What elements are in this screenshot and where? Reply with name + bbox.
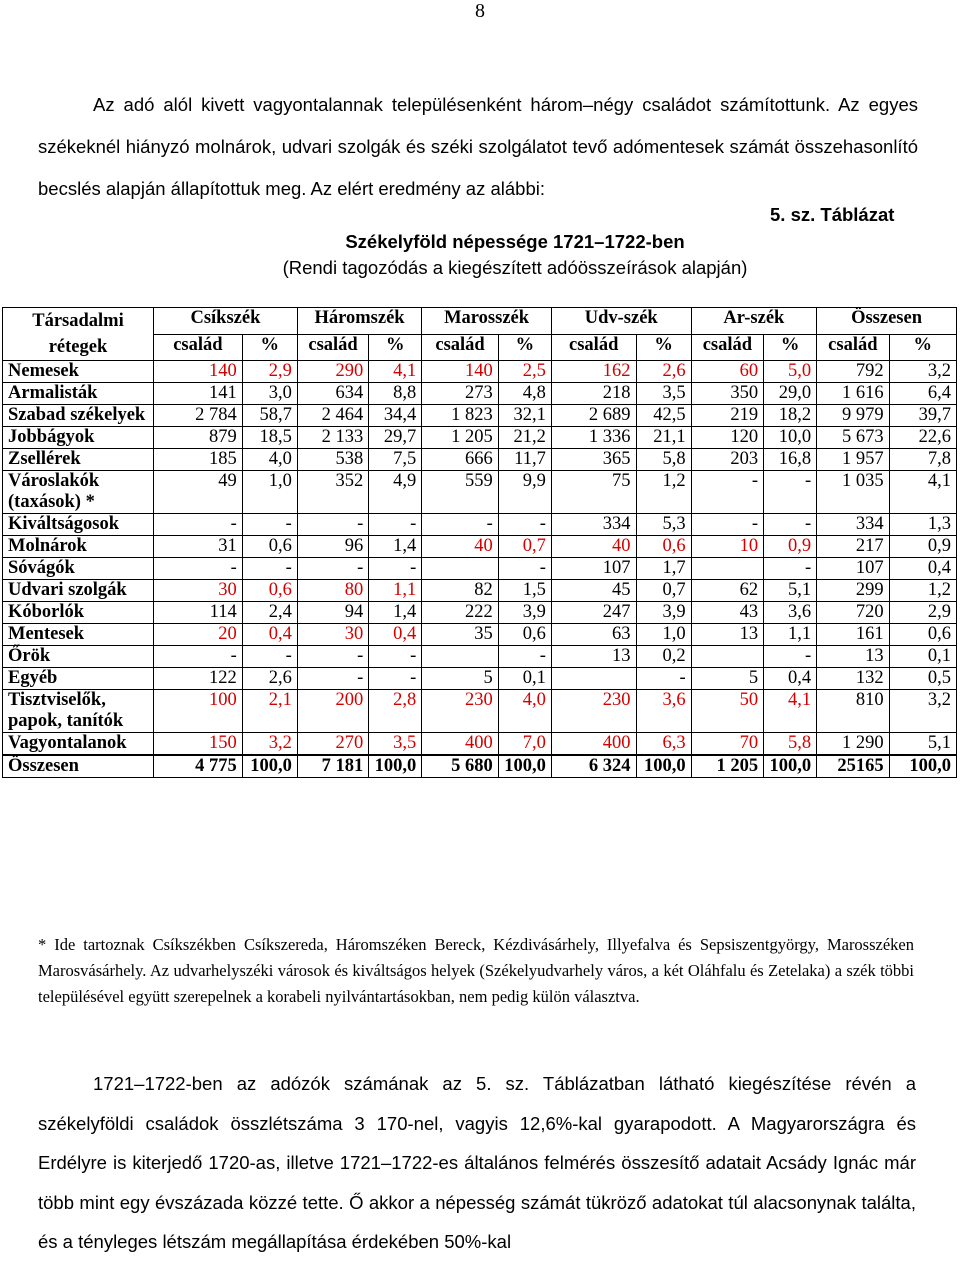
table-cell: 1 205 <box>691 755 763 778</box>
table-cell: 20 <box>153 624 242 646</box>
table-cell: 30 <box>153 580 242 602</box>
table-cell: 538 <box>297 449 368 471</box>
table-cell: 2,6 <box>242 668 297 690</box>
table-cell: 2,5 <box>498 361 551 383</box>
table-cell: 0,6 <box>498 624 551 646</box>
table-cell: 350 <box>691 383 763 405</box>
table-row <box>3 449 957 471</box>
table-cell: 2,1 <box>242 690 297 733</box>
table-cell: - <box>369 514 422 536</box>
table-cell: 70 <box>691 733 763 756</box>
subheader-percent: % <box>764 334 817 361</box>
table-cell: 7,8 <box>889 449 956 471</box>
table-cell: 3,5 <box>636 383 691 405</box>
page-number: 8 <box>475 0 485 22</box>
table-cell: 39,7 <box>889 405 956 427</box>
table-cell: 50 <box>691 690 763 733</box>
table-cell: 3,0 <box>242 383 297 405</box>
table-cell: 0,4 <box>369 624 422 646</box>
row-label: Vagyontalanok <box>3 733 154 756</box>
table-cell: 0,4 <box>889 558 956 580</box>
table-cell: 9,9 <box>498 471 551 514</box>
table-cell: 219 <box>691 405 763 427</box>
table-cell: 0,9 <box>764 536 817 558</box>
table-row <box>3 405 957 427</box>
table-cell: - <box>764 471 817 514</box>
table-cell: 0,6 <box>889 624 956 646</box>
table-cell: 203 <box>691 449 763 471</box>
table-row <box>3 361 957 383</box>
subheader-csalad: család <box>691 334 763 361</box>
subheader-csalad: család <box>422 334 499 361</box>
table-cell: - <box>691 471 763 514</box>
subheader-csalad: család <box>153 334 242 361</box>
table-cell: - <box>691 514 763 536</box>
table-cell: 100,0 <box>636 755 691 778</box>
row-label: Molnárok <box>3 536 154 558</box>
table-cell: 80 <box>297 580 368 602</box>
table-cell: 40 <box>551 536 636 558</box>
table-cell: 5,0 <box>764 361 817 383</box>
table-cell: 5 673 <box>817 427 889 449</box>
table-cell: 290 <box>297 361 368 383</box>
table-cell: 334 <box>817 514 889 536</box>
table-cell: 0,7 <box>636 580 691 602</box>
total-row <box>3 755 957 778</box>
table-cell: 2,6 <box>636 361 691 383</box>
subheader-percent: % <box>498 334 551 361</box>
table-subtitle: (Rendi tagozódás a kiegészített adóösszeírások alapján) <box>282 257 748 278</box>
table-cell: 29,0 <box>764 383 817 405</box>
table-cell: 11,7 <box>498 449 551 471</box>
table-row <box>3 558 957 580</box>
table-cell: 5 680 <box>422 755 499 778</box>
table-cell: 18,5 <box>242 427 297 449</box>
row-label: Armalisták <box>3 383 154 405</box>
table-cell: 62 <box>691 580 763 602</box>
subheader-percent: % <box>889 334 956 361</box>
table-cell: 1 823 <box>422 405 499 427</box>
row-label: Zsellérek <box>3 449 154 471</box>
table-cell: 100,0 <box>889 755 956 778</box>
table-cell: - <box>498 514 551 536</box>
table-cell: 400 <box>551 733 636 756</box>
table-cell: 4,8 <box>498 383 551 405</box>
table-cell: 1,4 <box>369 536 422 558</box>
row-label: Összesen <box>3 755 154 778</box>
table-cell: 1,1 <box>764 624 817 646</box>
subheader-csalad: család <box>817 334 889 361</box>
table-cell: 94 <box>297 602 368 624</box>
table-cell: 0,1 <box>498 668 551 690</box>
subheader-percent: % <box>369 334 422 361</box>
table-cell: 96 <box>297 536 368 558</box>
table-cell: - <box>297 646 368 668</box>
table-cell: 666 <box>422 449 499 471</box>
table-cell: - <box>369 646 422 668</box>
table-cell: 107 <box>817 558 889 580</box>
table-cell: 29,7 <box>369 427 422 449</box>
table-cell: 1,1 <box>369 580 422 602</box>
table-cell: 45 <box>551 580 636 602</box>
table-cell: - <box>242 514 297 536</box>
table-cell: 4,0 <box>242 449 297 471</box>
group-header: Udv-szék <box>551 308 691 335</box>
row-label: Tisztviselők, papok, tanítók <box>3 690 154 733</box>
table-cell: - <box>297 668 368 690</box>
table-cell: 5 <box>691 668 763 690</box>
table-cell: 30 <box>297 624 368 646</box>
table-cell: 1,4 <box>369 602 422 624</box>
table-cell: 217 <box>817 536 889 558</box>
table-cell: 1,2 <box>636 471 691 514</box>
table-cell: 5,8 <box>764 733 817 756</box>
table-cell: 218 <box>551 383 636 405</box>
table-cell: 2 784 <box>153 405 242 427</box>
table-title: Székelyföld népessége 1721–1722-ben <box>345 231 685 252</box>
table-cell: 0,2 <box>636 646 691 668</box>
table-cell: 2 133 <box>297 427 368 449</box>
table-cell: 100 <box>153 690 242 733</box>
table-cell: 1 957 <box>817 449 889 471</box>
population-table <box>2 307 957 778</box>
table-cell: 352 <box>297 471 368 514</box>
table-cell: 4,9 <box>369 471 422 514</box>
table-cell: 400 <box>422 733 499 756</box>
table-cell: 42,5 <box>636 405 691 427</box>
table-cell: 1 336 <box>551 427 636 449</box>
table-cell: 2 464 <box>297 405 368 427</box>
table-cell: 4,1 <box>369 361 422 383</box>
group-header: Csíkszék <box>153 308 297 335</box>
table-cell: 7,0 <box>498 733 551 756</box>
table-cell: 2,4 <box>242 602 297 624</box>
table-cell: 120 <box>691 427 763 449</box>
table-cell: 40 <box>422 536 499 558</box>
table-cell: 100,0 <box>369 755 422 778</box>
table-cell: 720 <box>817 602 889 624</box>
table-cell: 2,8 <box>369 690 422 733</box>
table-cell: - <box>297 558 368 580</box>
table-cell: 10,0 <box>764 427 817 449</box>
row-label: Őrök <box>3 646 154 668</box>
table-cell: 0,4 <box>764 668 817 690</box>
table-cell: 4,0 <box>498 690 551 733</box>
table-cell: 7,5 <box>369 449 422 471</box>
table-cell: 132 <box>817 668 889 690</box>
row-label: Sóvágók <box>3 558 154 580</box>
table-cell: 0,5 <box>889 668 956 690</box>
body-paragraph: 1721–1722-ben az adózók számának az 5. sz. Táblázatban látható kiegészítése révén a székelyföldi családok összlétszáma 3 170-nel, vagyis 12,6%-kal gyarapodott. A Magyarországra és Erdélyre is kiterjedő 1720-as, illetve 1721–1722-es általános felmérés összesítő adatait Acsády Ignác már több mint egy évszázada közzé tette. Ő akkor a népesség számát tükröző adatokat túl alacsonynak találta, és a tényleges létszám megállapítása érdekében 50%-kal <box>38 1073 916 1252</box>
table-cell: 162 <box>551 361 636 383</box>
table-cell <box>691 558 763 580</box>
table-cell: - <box>764 514 817 536</box>
row-label: Jobbágyok <box>3 427 154 449</box>
table-cell <box>551 668 636 690</box>
table-cell: 5,3 <box>636 514 691 536</box>
table-cell: 334 <box>551 514 636 536</box>
table-cell: 0,6 <box>636 536 691 558</box>
table-cell: 34,4 <box>369 405 422 427</box>
table-cell <box>691 646 763 668</box>
subheader-percent: % <box>636 334 691 361</box>
table-row <box>3 602 957 624</box>
table-cell: 1,3 <box>889 514 956 536</box>
table-cell: 185 <box>153 449 242 471</box>
table-cell: 13 <box>551 646 636 668</box>
table-cell: 4,1 <box>764 690 817 733</box>
table-cell: 35 <box>422 624 499 646</box>
table-cell: 879 <box>153 427 242 449</box>
table-cell: 1 035 <box>817 471 889 514</box>
row-header: Társadalmi rétegek <box>3 308 154 361</box>
table-cell: - <box>153 514 242 536</box>
table-cell: - <box>498 558 551 580</box>
subheader-csalad: család <box>551 334 636 361</box>
table-cell: 18,2 <box>764 405 817 427</box>
table-cell: 0,9 <box>889 536 956 558</box>
table-cell: 3,6 <box>764 602 817 624</box>
table-row <box>3 536 957 558</box>
row-label: Mentesek <box>3 624 154 646</box>
table-cell: - <box>242 558 297 580</box>
table-cell: - <box>764 646 817 668</box>
row-label: Egyéb <box>3 668 154 690</box>
table-cell: 141 <box>153 383 242 405</box>
table-cell: 100,0 <box>498 755 551 778</box>
table-cell: 140 <box>153 361 242 383</box>
table-cell: 3,5 <box>369 733 422 756</box>
row-label: Kiváltságosok <box>3 514 154 536</box>
row-label: Udvari szolgák <box>3 580 154 602</box>
table-cell: 273 <box>422 383 499 405</box>
table-cell: 5 <box>422 668 499 690</box>
table-cell: - <box>636 668 691 690</box>
table-cell: 6,4 <box>889 383 956 405</box>
table-cell: 3,2 <box>889 361 956 383</box>
table-cell: - <box>764 558 817 580</box>
table-label: 5. sz. Táblázat <box>770 204 895 225</box>
table-cell: 810 <box>817 690 889 733</box>
table-cell: 21,2 <box>498 427 551 449</box>
table-cell: 3,9 <box>636 602 691 624</box>
table-cell: 4,1 <box>889 471 956 514</box>
table-row <box>3 514 957 536</box>
intro-paragraph: Az adó alól kivett vagyontalannak településenként három–négy családot számítottunk. Az egyes székeknél hiányzó molnárok, udvari szolgák és széki szolgálatot tevő adómentesek számát összehasonlító becslés alapján állapítottuk meg. Az elért eredmény az alábbi: <box>38 94 918 199</box>
table-cell: 1 205 <box>422 427 499 449</box>
table-cell: 3,9 <box>498 602 551 624</box>
group-header: Ar-szék <box>691 308 816 335</box>
table-cell: 5,1 <box>889 733 956 756</box>
table-cell: 9 979 <box>817 405 889 427</box>
table-cell: 150 <box>153 733 242 756</box>
table-cell: 2,9 <box>889 602 956 624</box>
table-cell: 0,6 <box>242 536 297 558</box>
table-cell: 6,3 <box>636 733 691 756</box>
table-cell: 63 <box>551 624 636 646</box>
group-header: Marosszék <box>422 308 552 335</box>
table-cell <box>422 558 499 580</box>
table-cell: 3,2 <box>889 690 956 733</box>
table-cell: 82 <box>422 580 499 602</box>
table-cell: 222 <box>422 602 499 624</box>
table-cell: - <box>153 558 242 580</box>
table-cell: - <box>369 558 422 580</box>
table-row <box>3 690 957 733</box>
table-cell: 365 <box>551 449 636 471</box>
table-cell: 247 <box>551 602 636 624</box>
table-cell: 58,7 <box>242 405 297 427</box>
table-cell: 43 <box>691 602 763 624</box>
table-cell: - <box>369 668 422 690</box>
table-row <box>3 427 957 449</box>
table-row <box>3 733 957 756</box>
footnote: * Ide tartoznak Csíkszékben Csíkszereda, Háromszéken Bereck, Kézdivásárhely, Illyefalva és Sepsiszentgyörgy, Marosszéken Marosvásárhely. Az udvarhelyszéki városok és kiváltságos helyek (Székelyudvarhely város, a két Oláhfalu és Zetelaka) a szék többi településével együtt szerepelnek a korabeli nyilvántartásokban, nem pedig külön választva. <box>38 935 914 1006</box>
table-cell: 270 <box>297 733 368 756</box>
table-cell: 0,4 <box>242 624 297 646</box>
table-cell: 5,1 <box>764 580 817 602</box>
table-cell: 32,1 <box>498 405 551 427</box>
table-cell: 107 <box>551 558 636 580</box>
table-cell: 7 181 <box>297 755 368 778</box>
table-cell: 1,2 <box>889 580 956 602</box>
table-cell: 792 <box>817 361 889 383</box>
table-cell: 21,1 <box>636 427 691 449</box>
row-label: Kóborlók <box>3 602 154 624</box>
row-label: Szabad székelyek <box>3 405 154 427</box>
table-cell: 75 <box>551 471 636 514</box>
table-cell: 22,6 <box>889 427 956 449</box>
table-cell: 0,7 <box>498 536 551 558</box>
table-cell: 100,0 <box>242 755 297 778</box>
table-cell: - <box>422 514 499 536</box>
table-row <box>3 624 957 646</box>
subheader-percent: % <box>242 334 297 361</box>
table-cell: - <box>242 646 297 668</box>
table-cell: - <box>297 514 368 536</box>
table-cell: 299 <box>817 580 889 602</box>
table-cell: 1,0 <box>242 471 297 514</box>
table-cell: 1 616 <box>817 383 889 405</box>
table-cell: 1,5 <box>498 580 551 602</box>
table-cell: 16,8 <box>764 449 817 471</box>
table-cell: 200 <box>297 690 368 733</box>
table-cell: 1 290 <box>817 733 889 756</box>
table-cell: 25165 <box>817 755 889 778</box>
row-label: Városlakók (taxások) * <box>3 471 154 514</box>
group-header: Összesen <box>817 308 957 335</box>
table-cell: 559 <box>422 471 499 514</box>
table-cell: 0,6 <box>242 580 297 602</box>
table-cell: 140 <box>422 361 499 383</box>
table-cell: 8,8 <box>369 383 422 405</box>
table-cell: 2,9 <box>242 361 297 383</box>
table-cell: 634 <box>297 383 368 405</box>
subheader-csalad: család <box>297 334 368 361</box>
table-row <box>3 646 957 668</box>
group-header: Háromszék <box>297 308 421 335</box>
table-cell: 5,8 <box>636 449 691 471</box>
table-cell: 100,0 <box>764 755 817 778</box>
table-cell: 10 <box>691 536 763 558</box>
table-cell: 31 <box>153 536 242 558</box>
table-cell: 13 <box>817 646 889 668</box>
table-cell: - <box>498 646 551 668</box>
table-cell <box>422 646 499 668</box>
table-cell: 0,1 <box>889 646 956 668</box>
table-row <box>3 383 957 405</box>
table-cell: 3,2 <box>242 733 297 756</box>
table-cell: 114 <box>153 602 242 624</box>
table-cell: 2 689 <box>551 405 636 427</box>
table-row <box>3 668 957 690</box>
table-cell: 4 775 <box>153 755 242 778</box>
table-cell: - <box>153 646 242 668</box>
table-cell: 1,7 <box>636 558 691 580</box>
table-cell: 230 <box>422 690 499 733</box>
table-cell: 3,6 <box>636 690 691 733</box>
table-cell: 13 <box>691 624 763 646</box>
table-cell: 230 <box>551 690 636 733</box>
table-row <box>3 471 957 514</box>
table-cell: 161 <box>817 624 889 646</box>
table-cell: 6 324 <box>551 755 636 778</box>
table-cell: 49 <box>153 471 242 514</box>
table-cell: 60 <box>691 361 763 383</box>
row-label: Nemesek <box>3 361 154 383</box>
table-row <box>3 580 957 602</box>
table-cell: 1,0 <box>636 624 691 646</box>
table-cell: 122 <box>153 668 242 690</box>
